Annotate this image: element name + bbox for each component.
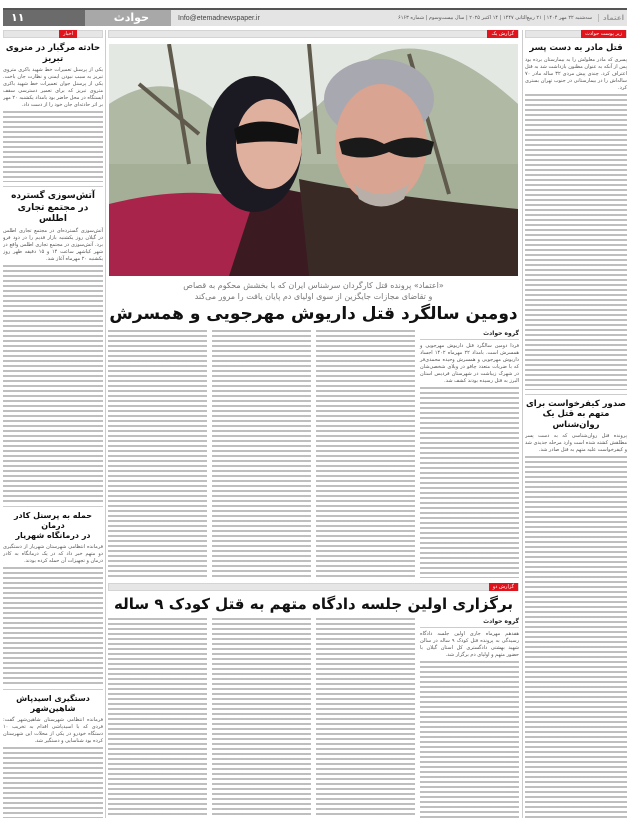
- article-body: [108, 330, 207, 578]
- title-line: در مجتمع تجاری اطلس: [17, 202, 89, 224]
- article-body: [316, 618, 415, 818]
- text-column: [420, 330, 519, 578]
- date-line: سه‌شنبه ۲۲ مهر ۱۴۰۴ | ۲۱ ربیع‌الثانی ۱۴۴۷ | ۱۴ اکتبر ۲۰۲۵ | سال بیست‌وسوم | شماره ۶۱۶۳: [398, 15, 593, 21]
- article-body: [3, 265, 103, 502]
- article-lead: پرونده قتل روان‌شناسی که به دست پسر مطلقش کشته شده است وارد مرحله جدیدی شد و کیفرخواست علیه متهم به قتل صادر شد.: [525, 433, 627, 454]
- article-title: [525, 399, 627, 431]
- article-body: [525, 94, 627, 390]
- divider: [3, 186, 103, 187]
- right-column: [525, 30, 627, 818]
- right-section-tag: زیر پوست حوادث: [581, 30, 626, 38]
- subhead-line: «اعتماد» پرونده قتل کارگردان سرشناس ایران که با بخشش محکوم به قصاص: [183, 281, 444, 290]
- article-body: [212, 618, 311, 818]
- title-line: متهم به قتل یک روان‌شناس: [542, 409, 610, 430]
- article-lead: هفدهم مهرماه جاری اولین جلسه دادگاه رسیدگی به پرونده قتل کودک ۹ ساله در سالن شهید بهشتی دادگستری کل استان گیلان با حضور متهم و اولیای دم برگزار شد.: [420, 631, 519, 658]
- main-subheadline: [108, 280, 519, 302]
- email-link[interactable]: Info@etemadnewspaper.ir: [178, 14, 260, 22]
- second-story-body: [108, 618, 519, 818]
- article-title: [3, 191, 103, 225]
- divider: [525, 394, 627, 395]
- title-line: صدور کیفرخواست برای: [526, 398, 626, 409]
- article-body: [525, 456, 627, 818]
- article-lead: پسری که مادر معلولش را به بیمارستان برده بود پس از آنکه به عنوان مظنون بازداشت شد به قتل اعتراف کرد. چندی پیش مردی ۳۲ ساله مادر ۷۰ ساله‌اش را در بیمارستانی در جنوب تهران بستری کرد.: [525, 56, 627, 91]
- second-headline: برگزاری اولین جلسه دادگاه متهم به قتل کودک ۹ ساله: [114, 595, 513, 614]
- middle-column: [108, 30, 519, 818]
- divider: [3, 506, 103, 507]
- article-body: [316, 330, 415, 578]
- text-column: [420, 618, 519, 818]
- article-body: [108, 618, 207, 818]
- section-title: حوادث: [85, 10, 171, 26]
- article-body: [212, 330, 311, 578]
- article-lead: یکی از پرسنل تعمیرات خط شهید باکری متروی تبریز به سبب نبودن ایمنی و نظارت جان باخت. یکی از پرسنل جوان تعمیرات خط شهید باکری متروی تبریز که برای تعمیر دسترسی سقف ایستگاه در محل حاضر بود بامداد یکشنبه ۲۰ مهر بر اثر حادثه‌ای جان خود را از دست داد.: [3, 67, 103, 109]
- article-lead: فرمانده انتظامی شهرستان شهریار از دستگیری دو متهم خبر داد که در یک درمانگاه به کادر درمان و تجهیزات آن حمله کرده بودند.: [3, 543, 103, 564]
- subhead-line: و تقاضای مجازات جایگزین از سوی اولیای دم پایان یافت را مرور می‌کند: [194, 292, 433, 301]
- title-line: آتش‌سوزی گسترده: [11, 191, 95, 202]
- second-section-tag: گزارش دو: [489, 583, 518, 591]
- title-line: در درمانگاه شهریار: [15, 530, 91, 540]
- main-photo: [109, 44, 518, 276]
- article-title: [3, 511, 103, 541]
- article-lead: آتش‌سوزی گسترده‌ای در مجتمع تجاری اطلس در گیلان روز یکشنبه بازار قدیم را در دود فرو برد. آتش‌سوزی در مجتمع تجاری اطلس واقع در شهر کیاشهر ساعت ۱۴ و ۱۵ دقیقه ظهر روز یکشنبه ۲۰ مهرماه آغاز شد.: [3, 228, 103, 262]
- main-section-tag: گزارش یک: [487, 30, 518, 38]
- article-body: [3, 747, 103, 818]
- article-body: [3, 111, 103, 182]
- article-body: [420, 387, 519, 578]
- article-body: [420, 661, 519, 818]
- main-story-body: [108, 330, 519, 578]
- left-column: [3, 30, 103, 818]
- page-number: ۱۱: [3, 10, 85, 26]
- article-title: حادثه مرگبار در متروی تبریز: [5, 43, 101, 64]
- divider: [3, 689, 103, 690]
- main-section-bar: [108, 30, 519, 38]
- article-lead: فردا دومین سالگرد قتل داریوش مهرجویی و همسرش است. بامداد ۲۲ مهرماه ۱۴۰۲ اجساد داریوش مهرجویی و همسرش وحیده محمدی‌فر که با ضربات متعدد چاقو در ویلای شخصی‌شان در شهرک زیباشت در شهرستان فردیس استان البرز به قتل رسیده بودند کشف شد.: [420, 343, 519, 385]
- title-line: حمله به پرسنل کادر درمان: [13, 510, 93, 530]
- main-headline: دومین سالگرد قتل داریوش مهرجویی و همسرش: [109, 304, 518, 324]
- article-body: [3, 567, 103, 685]
- byline: گروه حوادث: [420, 618, 519, 628]
- left-section-tag: اخبار: [59, 30, 77, 38]
- page-header: [3, 8, 627, 26]
- article-title: قتل مادر به دست پسر: [529, 43, 623, 53]
- second-section-bar: [108, 583, 519, 591]
- left-section-bar: [3, 30, 103, 38]
- column-divider: [105, 30, 106, 818]
- newspaper-logo: اعتماد: [598, 14, 624, 22]
- article-title: دستگیری اسیدپاش شاهین‌شهر: [16, 694, 90, 713]
- column-divider: [522, 30, 523, 818]
- byline: گروه حوادث: [420, 330, 519, 340]
- right-section-bar: [525, 30, 627, 38]
- article-lead: فرمانده انتظامی شهرستان شاهین‌شهر گفت: فردی که با اسیدپاشی اقدام به تخریب ۱۰ دستگاه خودرو در یکی از محلات این شهرستان کرده بود شناسایی و دستگیر شد.: [3, 717, 103, 744]
